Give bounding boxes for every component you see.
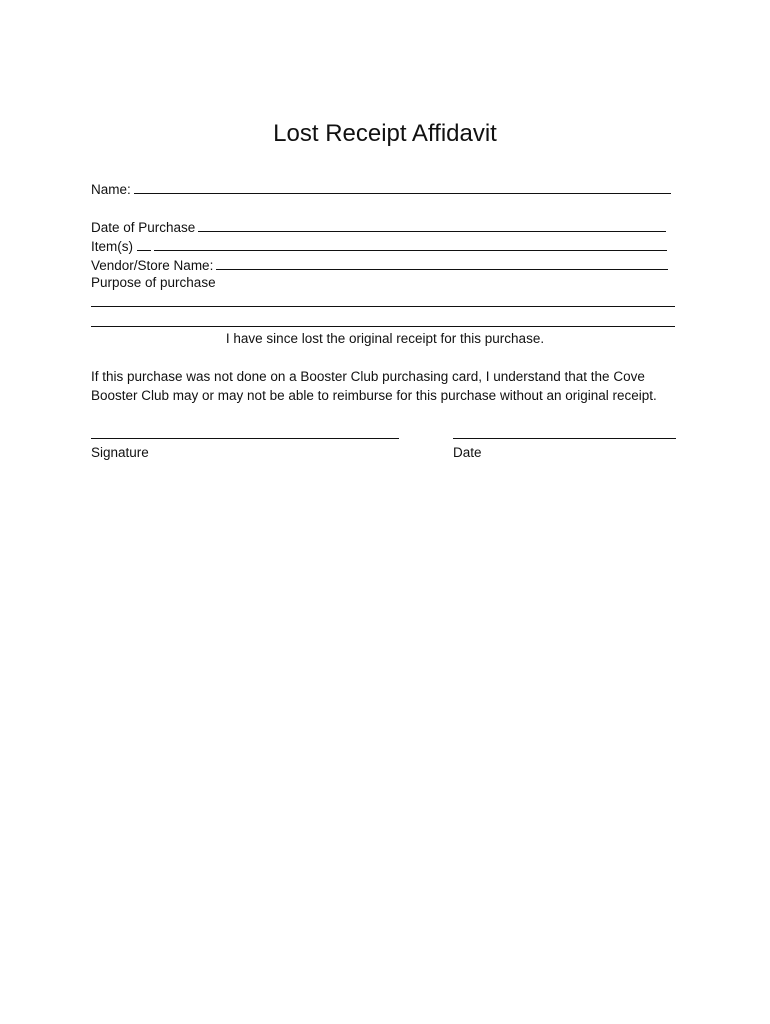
date-of-purchase-field	[91, 218, 666, 237]
signature-blank-line[interactable]	[91, 438, 399, 439]
items-blank-line[interactable]	[154, 237, 667, 251]
document-title: Lost Receipt Affidavit	[273, 120, 497, 147]
signature-label: Signature	[91, 445, 149, 460]
purpose-blank-line-2[interactable]	[91, 326, 675, 327]
vendor-label: Vendor/Store Name:	[91, 258, 214, 273]
name-blank-line[interactable]	[134, 180, 671, 194]
items-short-blank[interactable]	[137, 237, 151, 251]
items-label: Item(s)	[91, 239, 133, 254]
date-of-purchase-blank-line[interactable]	[198, 218, 666, 232]
date-of-purchase-label: Date of Purchase	[91, 220, 196, 235]
purpose-label: Purpose of purchase	[91, 275, 216, 290]
name-field	[91, 180, 671, 199]
reimbursement-paragraph: If this purchase was not done on a Booster Club purchasing card, I understand that the Cove Booster Club may or may not be able to reimburse for this purchase without an original receipt.	[91, 369, 657, 403]
purpose-blank-line-1[interactable]	[91, 306, 675, 307]
name-label: Name:	[91, 182, 131, 197]
lost-receipt-statement: I have since lost the original receipt for this purchase.	[225, 331, 545, 346]
vendor-blank-line[interactable]	[216, 256, 668, 270]
items-field	[91, 237, 667, 256]
date-blank-line[interactable]	[453, 438, 676, 439]
date-label: Date	[453, 445, 482, 460]
purpose-field	[91, 274, 216, 292]
vendor-field	[91, 256, 668, 275]
